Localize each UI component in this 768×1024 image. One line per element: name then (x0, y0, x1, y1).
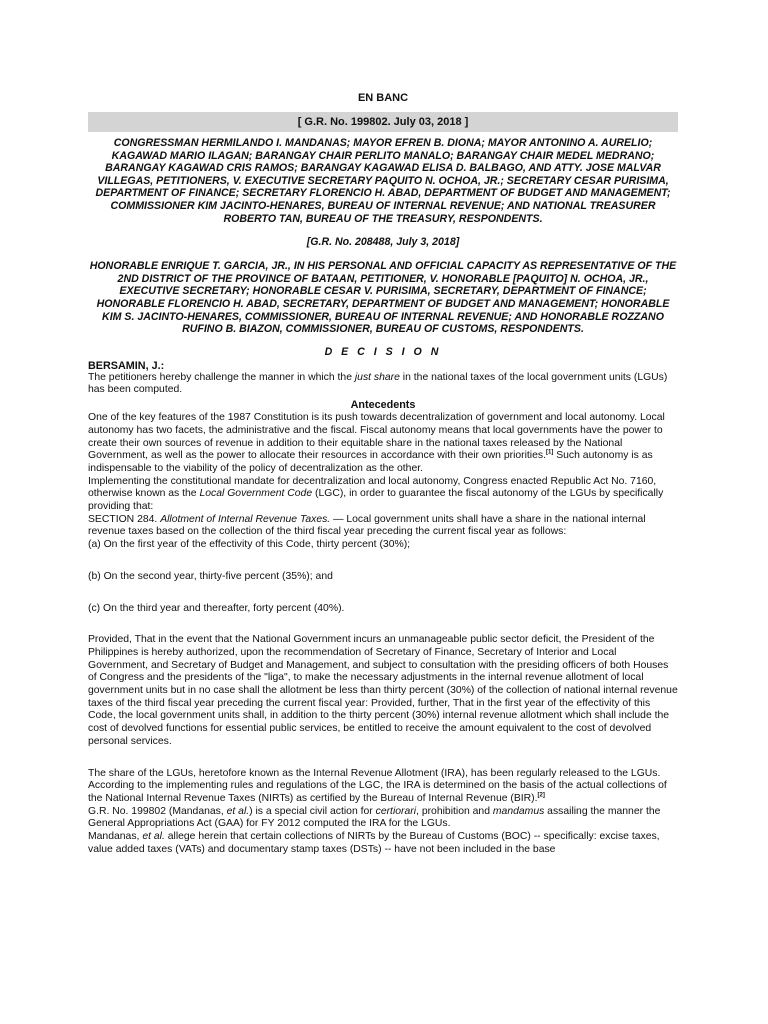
paragraph-mandanas: Mandanas, et al. allege herein that certain collections of NIRTs by the Bureau of Customs (BOC) -- specifically: excise taxes, value added taxes (VATs) and documentary stamp taxes (DSTs) -- have not been included in the base (88, 831, 660, 855)
intro-paragraph: The petitioners hereby challenge the manner in which the just share in the national taxes of the local government units (LGUs) has been computed. (88, 371, 668, 396)
footnote-2-link[interactable]: [2] (537, 792, 545, 799)
case-number-second: [G.R. No. 208488, July 3, 2018] (306, 236, 460, 249)
case-number-bar: [ G.R. No. 199802. July 03, 2018 ] (88, 112, 678, 132)
footnote-1-link[interactable]: [1] (545, 449, 554, 456)
paragraph-lgc: Implementing the constitutional mandate for decentralization and local autonomy, Congress enacted Republic Act No. 7160, otherwise known as the Local Government Code (LGC), in order to guarantee the fiscal autonomy of the LGUs by specifically providing that: (88, 475, 664, 513)
parties-caption-1: CONGRESSMAN HERMILANDO I. MANDANAS; MAYOR EFREN B. DIONA; MAYOR ANTONINO A. AURELIO; KAGAWAD MARIO ILAGAN; BARANGAY CHAIR PERLITO MANALO; BARANGAY CHAIR MEDEL MEDRANO; BARANGAY KAGAWAD CRIS RAMOS; BARANGAY KAGAWAD ELISA D. BALBAGO, AND ATTY. JOSE MALVAR VILLEGAS, PETITIONERS, V. EXECUTIVE SECRETARY PAQUITO N. OCHOA, JR.; SECRETARY CESAR PURISIMA, DEPARTMENT OF FINANCE; SECRETARY FLORENCIO H. ABAD, DEPARTMENT OF BUDGET AND MANAGEMENT; COMMISSIONER KIM JACINTO-HENARES, BUREAU OF INTERNAL REVENUE; AND NATIONAL TREASURER ROBERTO TAN, BUREAU OF THE TREASURY, RESPONDENTS. (95, 137, 671, 225)
division-heading: EN BANC (357, 92, 409, 104)
parties-caption-2: HONORABLE ENRIQUE T. GARCIA, JR., IN HIS PERSONAL AND OFFICIAL CAPACITY AS REPRESENTATIVE OF THE 2ND DISTRICT OF THE PROVINCE OF BATAAN, PETITIONER, V. HONORABLE [PAQUITO] N. OCHOA, JR., EXECUTIVE SECRETARY; HONORABLE CESAR V. PURISIMA, SECRETARY, DEPARTMENT OF FINANCE; HONORABLE FLORENCIO H. ABAD, SECRETARY, DEPARTMENT OF BUDGET AND MANAGEMENT; HONORABLE KIM S. JACINTO-HENARES, COMMISSIONER, BUREAU OF INTERNAL REVENUE; AND HONORABLE ROZZANO RUFINO B. BIAZON, COMMISSIONER, BUREAU OF CUSTOMS, RESPONDENTS. (89, 260, 677, 336)
ponente: BERSAMIN, J.: (88, 359, 165, 372)
antecedents-heading: Antecedents (350, 399, 416, 412)
paragraph-ira: The share of the LGUs, heretofore known as the Internal Revenue Allotment (IRA), has been regularly released to the LGUs. According to the implementing rules and regulations of the LGC, the IRA is determined on the basis of the actual collections of the National Internal Revenue Taxes (NIRTs) as certified by the Bureau of Internal Revenue (BIR).[2] (88, 767, 667, 804)
proviso-paragraph: Provided, That in the event that the National Government incurs an unmanageable public sector deficit, the President of the Philippines is hereby authorized, upon the recommendation of Secretary of Finance, Secretary of Interior and Local Government, and Secretary of Budget and Management, and subject to consultation with the presiding officers of both Houses of Congress and the presidents of the "liga", to make the necessary adjustments in the internal revenue allotment of local government units but in no case shall the allotment be less than thirty percent (30%) of the collection of national internal revenue taxes of the third fiscal year preceding the current fiscal year: Provided, further, That in the first year of the effectivity of this Code, the local government units shall, in addition to the thirty percent (30%) internal revenue allotment which shall include the cost of devolved functions for essential public services, be entitled to receive the amount equivalent to the cost of devolved personal services. (88, 634, 678, 747)
paragraph-autonomy: One of the key features of the 1987 Constitution is its push towards decentralization of government and local autonomy. Local autonomy has two facets, the administrative and the fiscal. Fiscal autonomy means that local governments have the power to create their own sources of revenue in addition to their equitable share in the national taxes released by the National Government, as well as the power to allocate their resources in accordance with their own priorities.[1] Such autonomy is as indispensable to the viability of the policy of decentralization as the other. (88, 412, 665, 474)
document-page (88, 92, 678, 857)
list-item-b: (b) On the second year, thirty-five percent (35%); and (88, 570, 333, 582)
decision-heading: D E C I S I O N (324, 345, 442, 358)
paragraph-gr-199802: G.R. No. 199802 (Mandanas, et al.) is a special civil action for certiorari, prohibition and mandamus assailing the manner the General Appropriations Act (GAA) for FY 2012 computed the IRA for the LGUs. (88, 805, 661, 830)
list-item-c: (c) On the third year and thereafter, forty percent (40%). (88, 602, 345, 614)
section-284: SECTION 284. Allotment of Internal Revenue Taxes. — Local government units shall have a share in the national internal revenue taxes based on the collection of the third fiscal year preceding the current fiscal year as follows: (88, 513, 646, 538)
list-item-a: (a) On the first year of the effectivity of this Code, thirty percent (30%); (88, 539, 411, 551)
